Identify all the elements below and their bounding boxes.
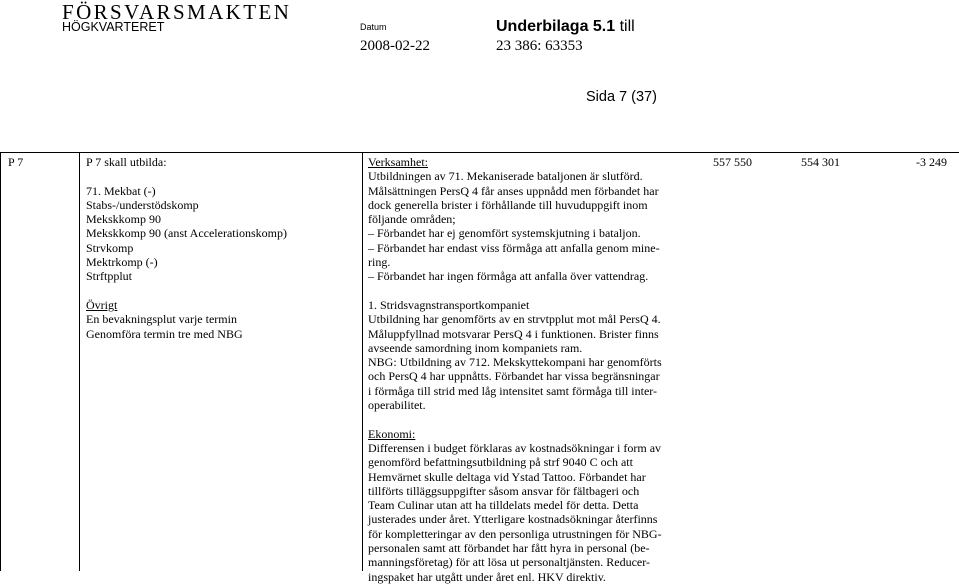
ekonomi-line: Hemvärnet skulle deltaga vid Ystad Tattoo. Förbandet har [368,469,646,484]
ekonomi-line: för kompletteringar av den personliga utrustningen för NBG- [368,526,662,541]
goal-line: Stabs-/understödskomp [86,197,199,212]
ekonomi-line: Team Culinar utan att ha tilldelats medel för detta. Detta [368,498,639,513]
budget-value: 557 550 [713,155,752,169]
ovrigt-heading: Övrigt [86,297,118,312]
verksamhet-line: Utbildningen av 71. Mekaniserade bataljonen är slutförd. [368,169,643,184]
strid-line: operabilitet. [368,398,426,413]
ekonomi-line: justerades under året. Ytterligare kostnadsökningar återfinns [368,512,658,527]
col-divider-2 [362,152,363,571]
goal-line: Mektrkomp (-) [86,255,158,270]
spacer [368,412,662,426]
ekonomi-line: ingspaket har utgått under året enl. HKV direktiv. [368,569,606,584]
strid-line: Måluppfyllnad motsvarar PersQ 4 i funktionen. Brister finns [368,326,659,341]
ovrigt-line: Genomföra termin tre med NBG [86,326,243,341]
spacer [368,284,662,298]
ekonomi-line: manningsföretag) för att lösa ut personaltjänsten. Reducer- [368,555,650,570]
page-number: Sida 7 (37) [586,89,657,105]
date-value: 2008-02-22 [360,38,430,54]
goal-line: P 7 skall utbilda: [86,155,167,169]
org-name: FÖRSVARSMAKTEN [62,0,292,24]
training-goals [86,155,287,341]
table-left-border [0,152,1,571]
annex-title-bold: Underbilaga 5.1 [496,18,616,35]
department-name: HÖGKVARTERET [62,20,165,34]
outcome-value: 554 301 [801,155,840,169]
verksamhet-line: – Förbandet har endast viss förmåga att anfalla genom mine- [368,240,660,255]
annex-title [496,18,635,36]
verksamhet-line: Målsättningen PersQ 4 får anses uppnådd men förbandet har [368,183,659,198]
spacer [86,284,287,298]
verksamhet-line: – Förbandet har ej genomfört systemskjutning i bataljon. [368,226,641,241]
goal-line: Mekskkomp 90 (anst Accelerationskomp) [86,226,287,241]
goal-line: 71. Mekbat (-) [86,183,156,198]
verksamhet-line: – Förbandet har ingen förmåga att anfalla över vattendrag. [368,269,649,284]
strid-line: Utbildning har genomförts av en strvtpplut mot mål PersQ 4. [368,312,661,327]
ekonomi-heading: Ekonomi: [368,426,416,441]
annex-reference: 23 386: 63353 [496,38,583,54]
ekonomi-line: tillförts tilläggsuppgifter såsom ansvar för fältbageri och [368,483,640,498]
verksamhet-line: ring. [368,255,391,270]
strid-line: i förmåga till strid med låg intensitet samt förmåga till inter- [368,383,658,398]
narrative-text [368,155,662,584]
strid-line: och PersQ 4 har uppnåtts. Förbandet har vissa begränsningar [368,369,660,384]
goal-line: Mekskkomp 90 [86,212,161,227]
row-id: P 7 [8,155,24,169]
verksamhet-line: följande områden; [368,212,456,227]
table-top-border [0,152,959,153]
ekonomi-line: Differensen i budget förklaras av kostnadsökningar i form av [368,440,662,455]
ekonomi-line: personalen samt att förbandet har fått hyra in personal (be- [368,541,650,556]
annex-title-rest: till [615,18,635,35]
difference-value: -3 249 [916,155,947,169]
verksamhet-line: dock generella brister i förhållande till huvuduppgift inom [368,197,648,212]
ekonomi-line: genomförd befattningsutbildning på strf 9040 C och att [368,455,633,470]
date-label: Datum [360,22,387,32]
goal-line [86,169,287,183]
verksamhet-heading: Verksamhet: [368,155,428,169]
goal-line: Strftpplut [86,269,133,284]
strid-line: avseende samordning inom kompaniets ram. [368,340,583,355]
goal-line: Strvkomp [86,240,134,255]
ovrigt-line: En bevakningsplut varje termin [86,312,237,327]
strid-line: 1. Stridsvagnstransportkompaniet [368,297,530,312]
strid-line: NBG: Utbildning av 712. Mekskyttekompani har genomförts [368,355,662,370]
col-divider-1 [79,152,80,571]
